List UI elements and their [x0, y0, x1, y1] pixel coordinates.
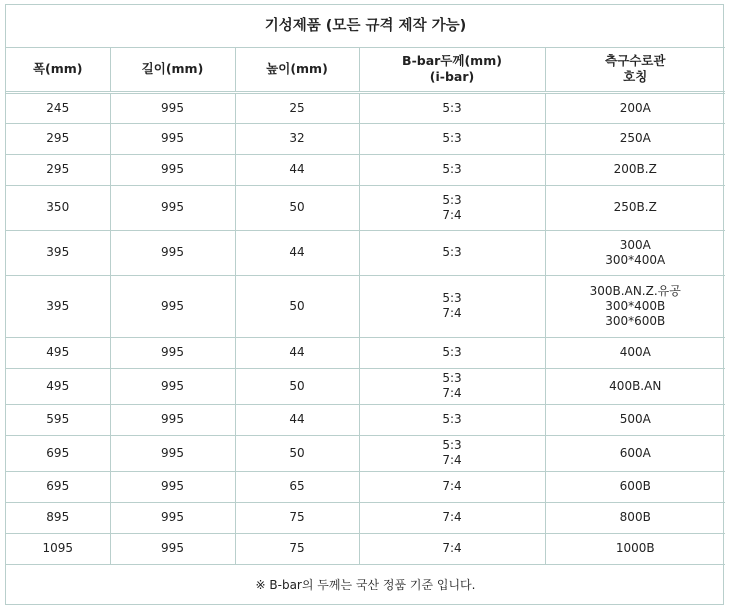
- cell-channel-name: [545, 154, 725, 185]
- cell-channel-name: [545, 435, 725, 471]
- cell-channel-name-line: 300*600B: [605, 313, 666, 328]
- cell-bar-thickness-line: 7:4: [442, 207, 462, 222]
- cell-bar-thickness-line: 5:3: [442, 162, 462, 176]
- title-row: [6, 5, 725, 47]
- cell-channel-name: [545, 368, 725, 404]
- cell-channel-name-line: 200A: [619, 100, 651, 115]
- cell-channel-name-line: 300B.AN.Z.유공: [589, 283, 681, 298]
- cell-channel-name: [545, 404, 725, 435]
- header-height: [235, 47, 359, 92]
- table-title: 기성제품 (모든 규격 제작 가능): [6, 5, 725, 47]
- cell-width: 295: [6, 154, 110, 185]
- cell-width: 1095: [6, 533, 110, 564]
- cell-length: 995: [110, 185, 235, 230]
- table-row: [6, 185, 725, 230]
- cell-height: 44: [235, 404, 359, 435]
- cell-bar-thickness: [359, 533, 545, 564]
- cell-channel-name: [545, 185, 725, 230]
- cell-channel-name-line: 200B.Z: [613, 162, 657, 176]
- cell-width: 350: [6, 185, 110, 230]
- header-label: 폭(mm): [32, 61, 83, 76]
- cell-bar-thickness-line: 5:3: [442, 100, 462, 115]
- cell-channel-name-line: 600A: [619, 445, 651, 460]
- header-bar-thickness: [359, 47, 545, 92]
- cell-length: 995: [110, 368, 235, 404]
- cell-channel-name-line: 300A: [619, 237, 651, 252]
- cell-width: 495: [6, 368, 110, 404]
- product-table-container: [5, 4, 724, 605]
- cell-bar-thickness: [359, 185, 545, 230]
- cell-height: 32: [235, 123, 359, 154]
- cell-bar-thickness: [359, 154, 545, 185]
- footer-row: [6, 564, 725, 606]
- cell-bar-thickness: [359, 404, 545, 435]
- cell-bar-thickness: [359, 92, 545, 123]
- cell-bar-thickness-line: 5:3: [442, 192, 462, 207]
- cell-height: 44: [235, 337, 359, 368]
- cell-height: 50: [235, 435, 359, 471]
- cell-width: 695: [6, 471, 110, 502]
- cell-height: 44: [235, 230, 359, 275]
- cell-bar-thickness: [359, 435, 545, 471]
- cell-channel-name-line: 300*400A: [605, 252, 666, 267]
- table-body: [6, 92, 725, 564]
- table-row: [6, 154, 725, 185]
- cell-channel-name: [545, 502, 725, 533]
- cell-width: 695: [6, 435, 110, 471]
- cell-bar-thickness-line: 7:4: [442, 541, 462, 555]
- cell-width: 895: [6, 502, 110, 533]
- cell-channel-name: [545, 337, 725, 368]
- cell-channel-name: [545, 230, 725, 275]
- cell-length: 995: [110, 404, 235, 435]
- cell-length: 995: [110, 435, 235, 471]
- cell-height: 44: [235, 154, 359, 185]
- cell-length: 995: [110, 275, 235, 337]
- cell-length: 995: [110, 533, 235, 564]
- header-label: 측구수로관: [605, 53, 666, 68]
- cell-bar-thickness: [359, 337, 545, 368]
- cell-bar-thickness-line: 5:3: [442, 371, 462, 385]
- cell-bar-thickness: [359, 471, 545, 502]
- cell-height: 50: [235, 368, 359, 404]
- footer-note: ※ B-bar의 두께는 국산 정품 기준 입니다.: [6, 564, 725, 606]
- table-row: [6, 337, 725, 368]
- cell-width: 595: [6, 404, 110, 435]
- cell-bar-thickness-line: 7:4: [442, 453, 462, 467]
- cell-channel-name-line: 1000B: [615, 541, 655, 555]
- cell-width: 495: [6, 337, 110, 368]
- cell-bar-thickness-line: 7:4: [442, 386, 462, 400]
- header-label: 호칭: [623, 69, 648, 84]
- table-row: [6, 533, 725, 564]
- cell-channel-name-line: 400B.AN: [609, 378, 662, 393]
- cell-channel-name-line: 300*400B: [605, 298, 666, 313]
- cell-channel-name: [545, 471, 725, 502]
- header-label: 높이(mm): [266, 61, 328, 76]
- cell-width: 395: [6, 275, 110, 337]
- cell-channel-name-line: 400A: [619, 345, 651, 359]
- cell-length: 995: [110, 337, 235, 368]
- cell-channel-name-line: 250B.Z: [613, 200, 657, 214]
- cell-length: 995: [110, 154, 235, 185]
- cell-channel-name: [545, 92, 725, 123]
- cell-channel-name: [545, 123, 725, 154]
- table-row: [6, 502, 725, 533]
- cell-bar-thickness: [359, 368, 545, 404]
- cell-channel-name-line: 600B: [619, 479, 651, 493]
- cell-bar-thickness-line: 5:3: [442, 438, 462, 452]
- header-label: (i-bar): [429, 69, 475, 84]
- table-row: [6, 404, 725, 435]
- cell-height: 75: [235, 502, 359, 533]
- cell-width: 395: [6, 230, 110, 275]
- table-row: [6, 230, 725, 275]
- cell-channel-name: [545, 275, 725, 337]
- cell-length: 995: [110, 123, 235, 154]
- cell-length: 995: [110, 471, 235, 502]
- table-row: [6, 92, 725, 123]
- table-row: [6, 368, 725, 404]
- table-row: [6, 275, 725, 337]
- cell-channel-name-line: 800B: [619, 510, 651, 524]
- cell-bar-thickness: [359, 502, 545, 533]
- cell-length: 995: [110, 502, 235, 533]
- header-length: [110, 47, 235, 92]
- cell-bar-thickness: [359, 123, 545, 154]
- cell-channel-name-line: 500A: [619, 412, 651, 426]
- product-spec-table: [6, 5, 725, 606]
- cell-bar-thickness: [359, 275, 545, 337]
- cell-bar-thickness-line: 5:3: [442, 412, 462, 426]
- header-label: 길이(mm): [141, 61, 204, 76]
- table-row: [6, 435, 725, 471]
- table-row: [6, 471, 725, 502]
- header-width: [6, 47, 110, 92]
- cell-height: 25: [235, 92, 359, 123]
- cell-channel-name-line: 250A: [619, 131, 651, 145]
- cell-bar-thickness-line: 5:3: [442, 291, 462, 305]
- cell-bar-thickness-line: 7:4: [442, 479, 462, 493]
- cell-bar-thickness-line: 7:4: [442, 510, 462, 524]
- cell-height: 50: [235, 275, 359, 337]
- cell-height: 65: [235, 471, 359, 502]
- cell-width: 245: [6, 92, 110, 123]
- header-row: [6, 47, 725, 92]
- cell-bar-thickness-line: 5:3: [442, 345, 462, 359]
- header-channel-name: [545, 47, 725, 92]
- cell-channel-name: [545, 533, 725, 564]
- cell-height: 75: [235, 533, 359, 564]
- cell-bar-thickness-line: 5:3: [442, 245, 462, 259]
- header-label: B-bar두께(mm): [402, 53, 502, 68]
- cell-width: 295: [6, 123, 110, 154]
- cell-bar-thickness-line: 7:4: [442, 306, 462, 320]
- cell-length: 995: [110, 230, 235, 275]
- table-row: [6, 123, 725, 154]
- cell-height: 50: [235, 185, 359, 230]
- cell-bar-thickness-line: 5:3: [442, 131, 462, 145]
- cell-bar-thickness: [359, 230, 545, 275]
- cell-length: 995: [110, 92, 235, 123]
